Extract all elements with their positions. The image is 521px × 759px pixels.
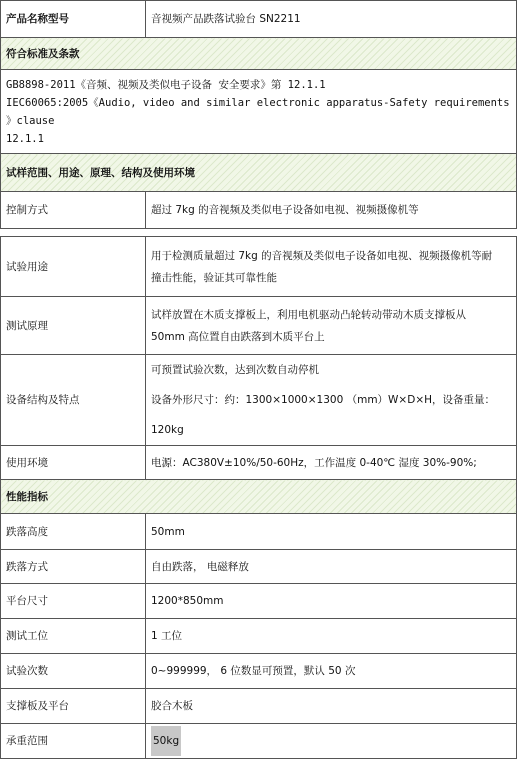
scope-title: 试样范围、用途、原理、结构及使用环境 [1, 154, 517, 192]
performance-title-row [1, 480, 517, 514]
structure-label: 设备结构及特点 [1, 355, 146, 446]
principle-row [1, 297, 517, 355]
control-mode-row [1, 192, 517, 229]
environment-row [1, 446, 517, 480]
perf-row-load [1, 724, 517, 759]
perf-label: 承重范围 [1, 724, 146, 759]
perf-label: 试验次数 [1, 654, 146, 689]
purpose-row [1, 237, 517, 297]
standard-gb8898: GB8898-2011《音频、视频及类似电子设备 安全要求》第 12.1.1 [6, 78, 326, 91]
perf-value: 1 工位 [146, 619, 517, 654]
performance-title: 性能指标 [1, 480, 517, 514]
standards-content-row [1, 70, 517, 154]
purpose-line: 用于检测质量超过 7kg 的音视频及类似电子设备如电视、视频摄像机等耐 [151, 249, 493, 262]
control-mode-label: 控制方式 [1, 192, 146, 229]
standards-title: 符合标准及条款 [1, 38, 517, 70]
product-model-value: 音视频产品跌落试验台 SN2211 [146, 1, 517, 38]
purpose-value [146, 237, 517, 297]
perf-label: 测试工位 [1, 619, 146, 654]
standard-iec60065: IEC60065:2005《Audio, video and similar electronic apparatus-Safety requirements 》clause [6, 96, 510, 127]
perf-value: 1200*850mm [146, 584, 517, 619]
perf-label: 跌落方式 [1, 550, 146, 584]
standards-content [1, 70, 517, 154]
principle-value [146, 297, 517, 355]
principle-line: 50mm 高位置自由跌落到木质平台上 [151, 330, 325, 343]
perf-value: 胶合木板 [146, 689, 517, 724]
table-gap [0, 229, 517, 236]
perf-value [146, 724, 517, 759]
perf-label: 平台尺寸 [1, 584, 146, 619]
perf-row-platform-size [1, 584, 517, 619]
environment-value: 电源：AC380V±10%/50-60Hz，工作温度 0-40℃ 湿度 30%-90%; [146, 446, 517, 480]
standard-clause: 12.1.1 [6, 132, 44, 145]
perf-value: 50mm [146, 514, 517, 550]
scope-title-row [1, 154, 517, 192]
spec-table-bottom [0, 236, 517, 759]
perf-row-stations [1, 619, 517, 654]
product-model-label: 产品名称型号 [1, 1, 146, 38]
product-model-row [1, 1, 517, 38]
principle-line: 试样放置在木质支撑板上，利用电机驱动凸轮转动带动木质支撑板从 [151, 308, 466, 321]
perf-row-board [1, 689, 517, 724]
load-range-highlight: 50kg [151, 726, 181, 756]
perf-row-test-count [1, 654, 517, 689]
environment-label: 使用环境 [1, 446, 146, 480]
standards-title-row [1, 38, 517, 70]
purpose-label: 试验用途 [1, 237, 146, 297]
structure-row [1, 355, 517, 446]
perf-row-drop-mode [1, 550, 517, 584]
perf-label: 跌落高度 [1, 514, 146, 550]
purpose-line: 撞击性能，验证其可靠性能 [151, 271, 277, 284]
spec-table-top [0, 0, 517, 229]
perf-label: 支撑板及平台 [1, 689, 146, 724]
perf-value: 0~999999， 6 位数显可预置，默认 50 次 [146, 654, 517, 689]
principle-label: 测试原理 [1, 297, 146, 355]
structure-line: 设备外形尺寸：约：1300×1000×1300 （mm）W×D×H，设备重量：120kg [151, 394, 496, 436]
structure-value [146, 355, 517, 446]
structure-line: 可预置试验次数，达到次数自动停机 [151, 364, 319, 376]
perf-value: 自由跌落， 电磁释放 [146, 550, 517, 584]
control-mode-value: 超过 7kg 的音视频及类似电子设备如电视、视频摄像机等 [146, 192, 517, 229]
perf-row-drop-height [1, 514, 517, 550]
